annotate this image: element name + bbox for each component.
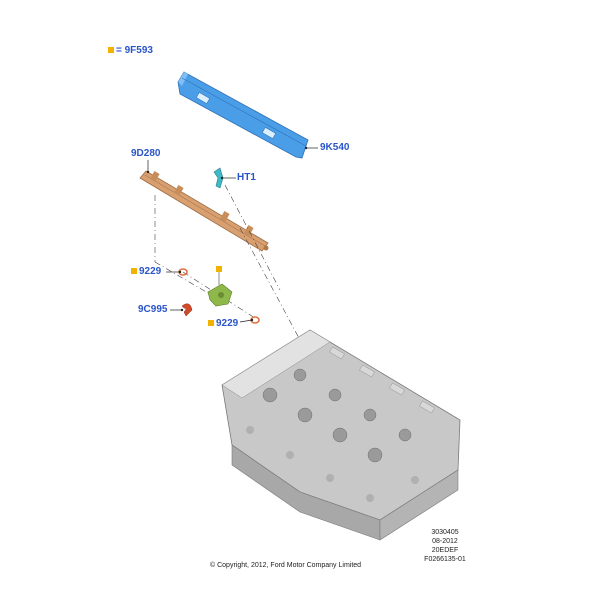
reference-line: 3030405: [431, 529, 459, 536]
copyright: © Copyright, 2012, Ford Motor Company Limited: [210, 562, 362, 569]
callout-9229-upper: 9229: [131, 266, 161, 278]
marker-square-icon: [131, 268, 137, 274]
callout-9k540: 9K540: [320, 142, 350, 153]
reference-block: [420, 528, 470, 564]
callout-9d280: 9D280: [131, 148, 161, 159]
reference-line: F0266135-01: [424, 556, 466, 563]
cylinder-head-icon: [222, 330, 460, 540]
assembly-lines: [155, 185, 300, 340]
legend: [108, 45, 153, 57]
callout-ht1: HT1: [237, 172, 256, 183]
fuel-rail-cover-icon: [178, 72, 308, 158]
bolt-icon: [182, 304, 192, 316]
legend-part-number: = 9F593: [116, 45, 153, 56]
leader-lines: [148, 148, 318, 322]
callout-9c995: 9C995: [138, 304, 168, 315]
reference-line: 08-2012: [432, 538, 458, 545]
bracket-icon: [208, 266, 232, 306]
marker-square-icon: [108, 47, 114, 53]
callout-9229-lower: 9229: [208, 318, 238, 330]
reference-line: 20EDEF: [431, 547, 459, 554]
marker-square-icon: [208, 320, 214, 326]
